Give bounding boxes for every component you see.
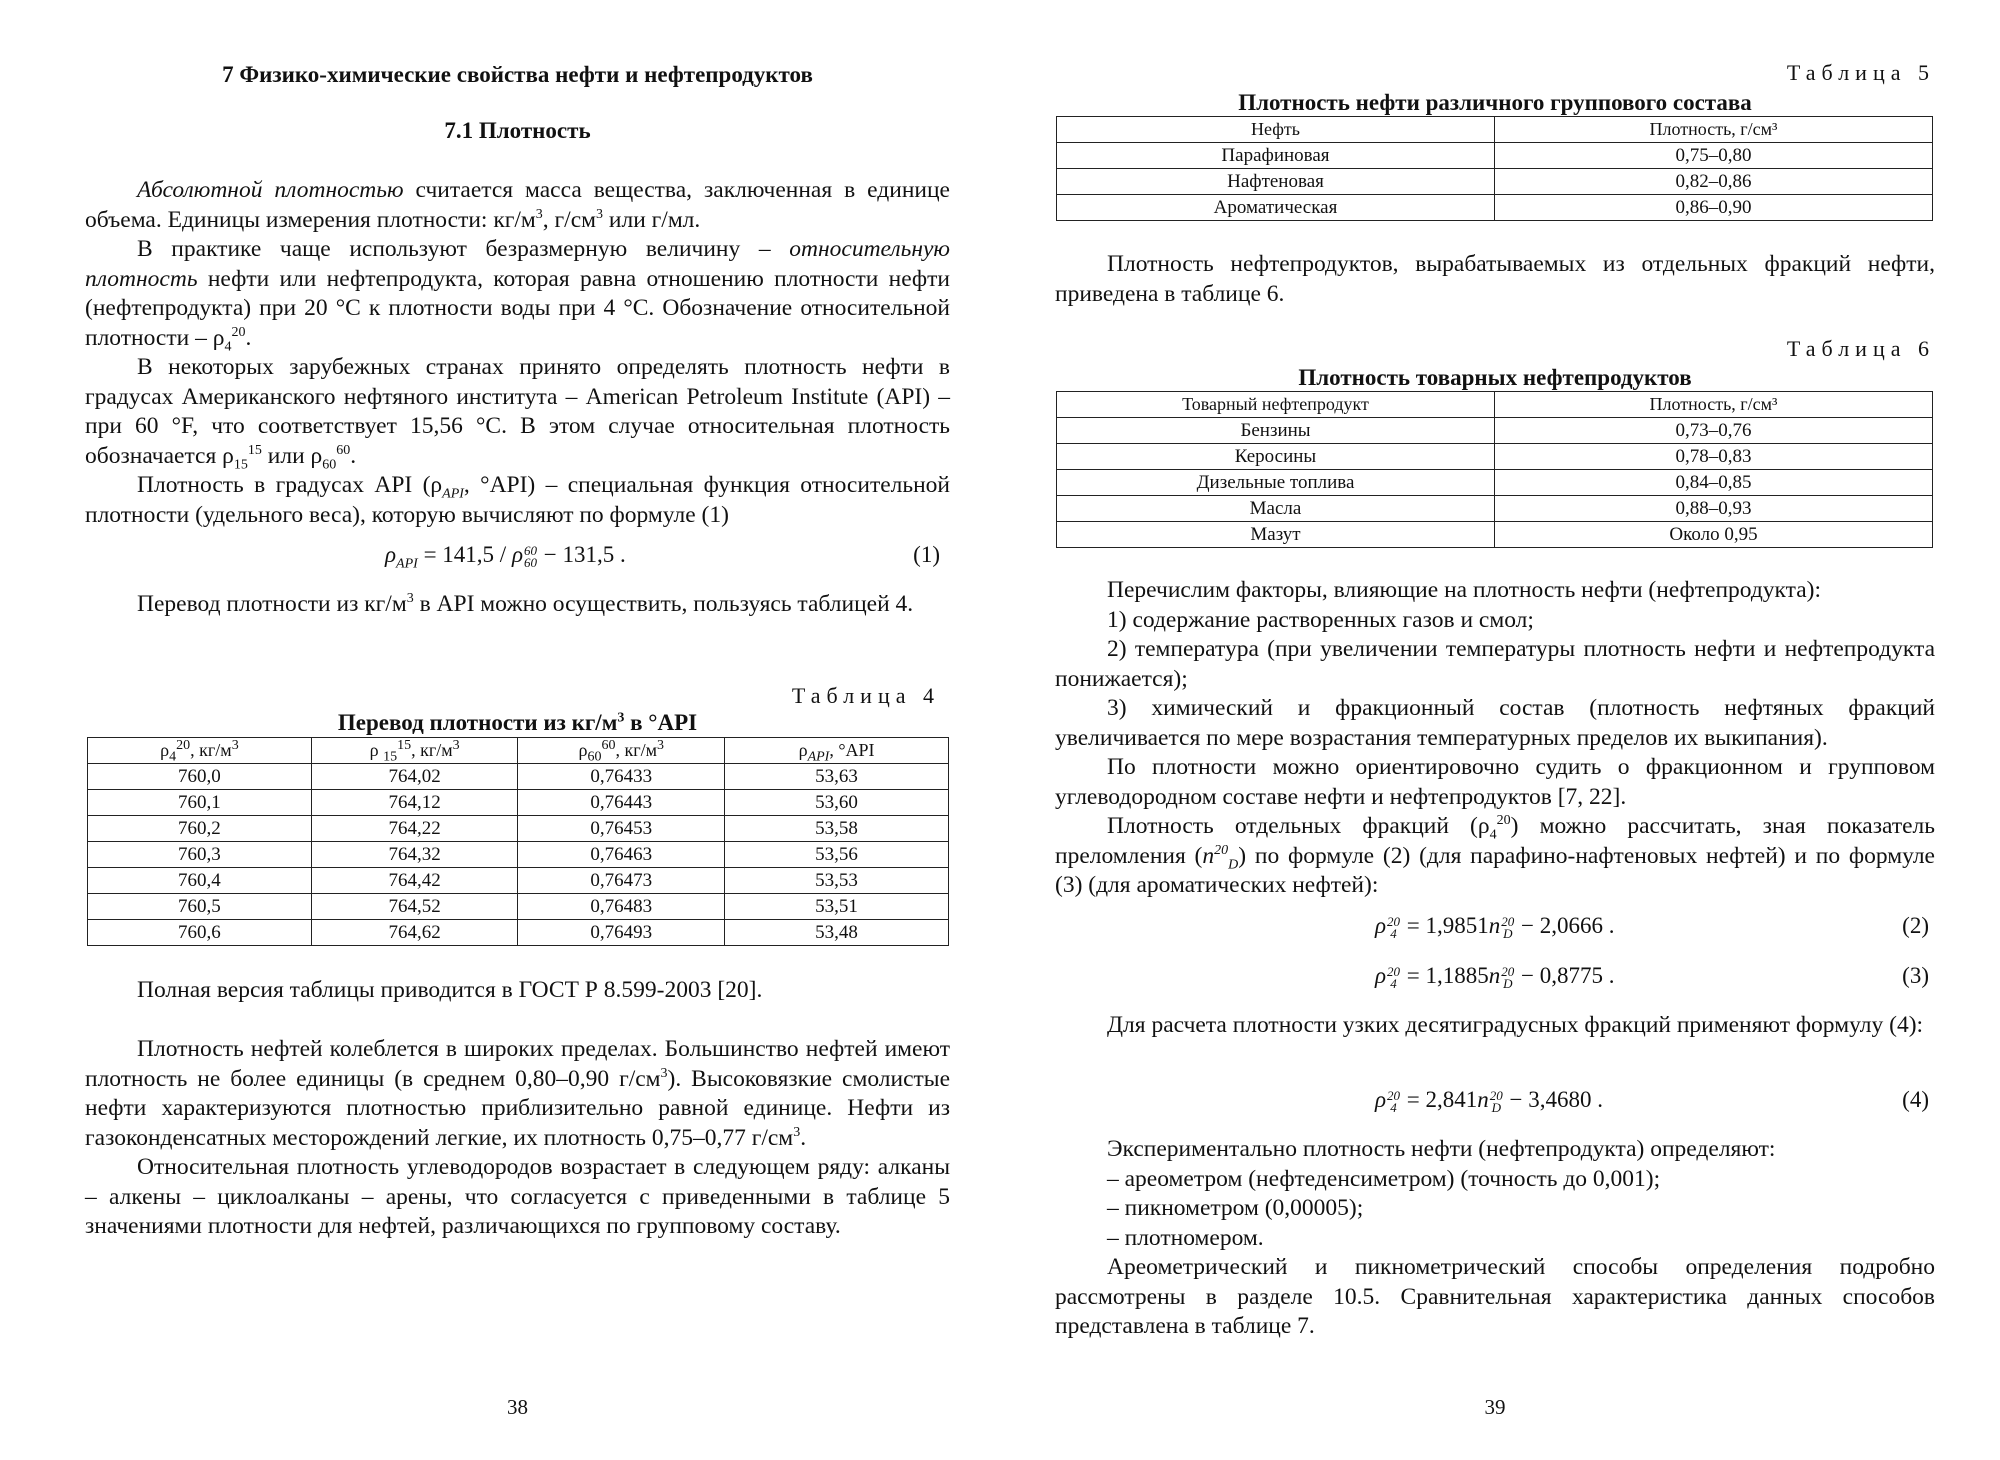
table6-row	[1057, 522, 1933, 548]
table6-caption: Таблица 6	[1786, 336, 1935, 361]
table4-header-rho15: ρ $_{15}^{15}$, $кг/м^3$	[311, 738, 518, 764]
table6-title: Плотность товарных нефтепродуктов	[1298, 365, 1692, 390]
table5-cell: 0,75–0,80	[1495, 143, 1933, 169]
table6-header-cell: Плотность, г/см³	[1495, 392, 1933, 418]
paragraph-methods-ref: Ареометрический и пикнометрический способы определения подробно рассмотрены в разделе 10.5. Сравнительная характеристика данных способов представлена в таблице 7.	[1055, 1254, 1935, 1339]
formula-2-expression: ρ 20 4 = 1,9851n 20 D − 2,0666 .	[1375, 913, 1615, 941]
left-text-block-4	[85, 1035, 950, 1242]
table5-cell: Ароматическая	[1057, 195, 1495, 221]
table6-row	[1057, 418, 1933, 444]
table6-header-cell: Товарный нефтепродукт	[1057, 392, 1495, 418]
section-title: 7.1 Плотность	[444, 118, 591, 143]
page-number-left: 38	[507, 1395, 528, 1419]
table4-cell: 764,42	[311, 868, 518, 894]
paragraph-table4-ref: Перевод плотности из $кг/м^3$ в API можно осуществить, пользуясь таблицей 4.	[137, 591, 914, 617]
table4-cell: 764,52	[311, 894, 518, 920]
table4-row	[88, 816, 949, 842]
table4-cell: 764,22	[311, 816, 518, 842]
table5-cell: Нафтеновая	[1057, 169, 1495, 195]
paragraph-relative-density: В практике чаще используют безразмерную величину – относительную плотность нефти или нефтепродукта, которая равна отношению плотности нефти (нефтепродукта) при 20 °С к плотности воды при 4 °С. Обозначение относительной плотности – $\rho_4^{20}$.	[85, 236, 950, 355]
table6-cell: 0,88–0,93	[1495, 496, 1933, 522]
table5-header-cell: Нефть	[1057, 117, 1495, 143]
table5-cell: Парафиновая	[1057, 143, 1495, 169]
table6-row	[1057, 444, 1933, 470]
table4-row	[88, 868, 949, 894]
table4	[87, 737, 949, 946]
table5-header-row	[1057, 117, 1933, 143]
formula-3-number: (3)	[1902, 963, 1929, 988]
table6-cell: Дизельные топлива	[1057, 470, 1495, 496]
paragraph-density-range: Плотность нефтей колеблется в широких пределах. Большинство нефтей имеют плотность не более единицы (в среднем 0,80–0,90 $г/см^3$). Высоковязкие смолистые нефти характеризуются плотностью приблизительно равной единице. Нефти из газоконденсатных месторождений легкие, их плотность 0,75–0,77 $г/см^3$.	[85, 1036, 950, 1151]
table6-cell: 0,73–0,76	[1495, 418, 1933, 444]
table4-row	[88, 764, 949, 790]
paragraph-refraction: Плотность отдельных фракций $(\rho_4^{20})$ можно рассчитать, зная показатель преломления $(n^{20}_D)$ по формуле (2) (для парафино-нафтеновых нефтей) и по формуле (3) (для ароматических нефтей):	[1055, 813, 1935, 898]
table4-cell: 53,63	[725, 764, 949, 790]
formula-2-number: (2)	[1902, 913, 1929, 938]
factor-2: 2) температура (при увеличении температуры плотность нефти и нефтепродукта понижается);	[1055, 636, 1935, 692]
paragraph-gost: Полная версия таблицы приводится в ГОСТ Р 8.599-2003 [20].	[137, 977, 763, 1003]
table5-cell: 0,82–0,86	[1495, 169, 1933, 195]
right-text-block-4	[1055, 1135, 1935, 1342]
table6-cell: Керосины	[1057, 444, 1495, 470]
table4-cell: 0,76473	[518, 868, 725, 894]
table4-cell: 53,48	[725, 920, 949, 946]
table6-body	[1057, 418, 1933, 548]
right-text-block-2	[1055, 576, 1935, 901]
table4-cell: 760,5	[88, 894, 312, 920]
table4-body	[88, 764, 949, 946]
left-page	[85, 0, 950, 1460]
paragraph-composition: По плотности можно ориентировочно судить о фракционном и групповом углеводородном составе нефти и нефтепродуктов [7, 22].	[1055, 754, 1935, 810]
table6-row	[1057, 496, 1933, 522]
table4-title: Перевод плотности из $кг/м^3$ в °API	[337, 710, 698, 735]
table4-cell: 764,02	[311, 764, 518, 790]
formula-4-number: (4)	[1902, 1087, 1929, 1112]
formula-1-number: (1)	[913, 542, 940, 567]
formula-4	[1055, 1087, 1935, 1119]
table5-row	[1057, 143, 1933, 169]
paragraph-absolute-density: Абсолютной плотностью считается масса вещества, заключенная в единице объема. Единицы измерения плотности: $кг/м^3$, $г/см^3$ или г/мл.	[85, 177, 950, 233]
formula-4-expression: ρ 20 4 = 2,841n 20 D − 3,4680 .	[1375, 1087, 1604, 1115]
table6-cell: 0,78–0,83	[1495, 444, 1933, 470]
table6-row	[1057, 470, 1933, 496]
left-text-block-3	[85, 976, 950, 1006]
factor-3: 3) химический и фракционный состав (плотность нефтяных фракций увеличивается по мере возрастания температурных пределов их выкипания).	[1055, 695, 1935, 751]
factor-1: 1) содержание растворенных газов и смол;	[1107, 606, 1534, 633]
method-pycnometer: – пикнометром (0,00005);	[1107, 1195, 1364, 1221]
right-page	[1055, 0, 1935, 1460]
paragraph-api-function: Плотность в градусах API ($\rho_{API}$, °API) – специальная функция относительной плотности (удельного веса), которую вычисляют по формуле (1)	[85, 472, 950, 528]
table6-cell: 0,84–0,85	[1495, 470, 1933, 496]
table4-row	[88, 790, 949, 816]
table4-cell: 53,51	[725, 894, 949, 920]
table4-cell: 0,76443	[518, 790, 725, 816]
table4-cell: 764,32	[311, 842, 518, 868]
table4-row	[88, 894, 949, 920]
table4-cell: 0,76453	[518, 816, 725, 842]
table4-header-rho60: $\rho_{60}^{60}$, $кг/м^3$	[518, 738, 725, 764]
table6	[1056, 391, 1933, 548]
table6-cell: Около 0,95	[1495, 522, 1933, 548]
table5-cell: 0,86–0,90	[1495, 195, 1933, 221]
table4-caption: Таблица 4	[791, 683, 940, 708]
paragraph-narrow-fractions: Для расчета плотности узких десятиградусных фракций применяют формулу (4):	[1107, 1012, 1924, 1038]
table4-row	[88, 920, 949, 946]
left-text-block-2	[85, 590, 950, 620]
table4-cell: 0,76483	[518, 894, 725, 920]
table4-cell: 0,76463	[518, 842, 725, 868]
table4-cell: 53,58	[725, 816, 949, 842]
formula-3-expression: ρ 20 4 = 1,1885n 20 D − 0,8775 .	[1375, 963, 1615, 991]
table6-header-row	[1057, 392, 1933, 418]
method-densitometer: – плотномером.	[1107, 1224, 1264, 1251]
table5-header-cell: Плотность, г/см³	[1495, 117, 1933, 143]
table4-cell: 53,53	[725, 868, 949, 894]
table4-cell: 53,56	[725, 842, 949, 868]
table6-cell: Бензины	[1057, 418, 1495, 444]
table4-cell: 760,2	[88, 816, 312, 842]
table4-cell: 760,6	[88, 920, 312, 946]
table4-header-api: $\rho_{API}$, °API	[725, 738, 949, 764]
table5-row	[1057, 169, 1933, 195]
table4-cell: 0,76433	[518, 764, 725, 790]
paragraph-factors: Перечислим факторы, влияющие на плотность нефти (нефтепродукта):	[1107, 577, 1822, 603]
table4-cell: 764,12	[311, 790, 518, 816]
formula-1	[85, 542, 950, 574]
paragraph-experimental: Экспериментально плотность нефти (нефтепродукта) определяют:	[1107, 1136, 1776, 1162]
method-areometer: – ареометром (нефтеденсиметром) (точность до 0,001);	[1107, 1165, 1661, 1192]
right-text-block-1	[1055, 250, 1935, 309]
left-text-block-1	[85, 176, 950, 530]
table4-cell: 53,60	[725, 790, 949, 816]
right-text-block-3	[1055, 1011, 1935, 1041]
table5-body	[1057, 143, 1933, 221]
paragraph-api: В некоторых зарубежных странах принято определять плотность нефти в градусах Американского нефтяного института – American Petroleum Institute (API) – при 60 °F, что соответствует 15,56 °С. В этом случае относительная плотность обозначается $\rho_{15}^{15}$ или $\rho_{60}^{60}$.	[85, 354, 950, 473]
table5-row	[1057, 195, 1933, 221]
formula-1-expression: $\rho_{API} = 141,5 / \rho$ 60 60 − 131,5 .	[385, 542, 626, 572]
formula-3	[1055, 963, 1935, 995]
table4-cell: 760,3	[88, 842, 312, 868]
table6-cell: Масла	[1057, 496, 1495, 522]
page-number-right: 39	[1484, 1395, 1506, 1419]
paragraph-hydrocarbon-series: Относительная плотность углеводородов возрастает в следующем ряду: алканы – алкены – циклоалканы – арены, что согласуется с приведенными в таблице 5 значениями плотности для нефтей, различающихся по групповому составу.	[85, 1154, 950, 1239]
table5-caption: Таблица 5	[1786, 60, 1935, 85]
formula-2	[1055, 913, 1935, 945]
table4-cell: 760,4	[88, 868, 312, 894]
table4-cell: 0,76493	[518, 920, 725, 946]
table5-title: Плотность нефти различного группового состава	[1238, 90, 1752, 115]
table4-header-row	[88, 738, 949, 764]
table4-header-rho4: $\rho_4^{20}$, $кг/м^3$	[88, 738, 312, 764]
table4-cell: 764,62	[311, 920, 518, 946]
table4-cell: 760,0	[88, 764, 312, 790]
table5	[1056, 116, 1933, 221]
table4-row	[88, 842, 949, 868]
chapter-title: 7 Физико-химические свойства нефти и нефтепродуктов	[222, 62, 813, 87]
paragraph-table6-ref: Плотность нефтепродуктов, вырабатываемых из отдельных фракций нефти, приведена в таблице 6.	[1055, 251, 1935, 307]
table6-cell: Мазут	[1057, 522, 1495, 548]
table4-cell: 760,1	[88, 790, 312, 816]
